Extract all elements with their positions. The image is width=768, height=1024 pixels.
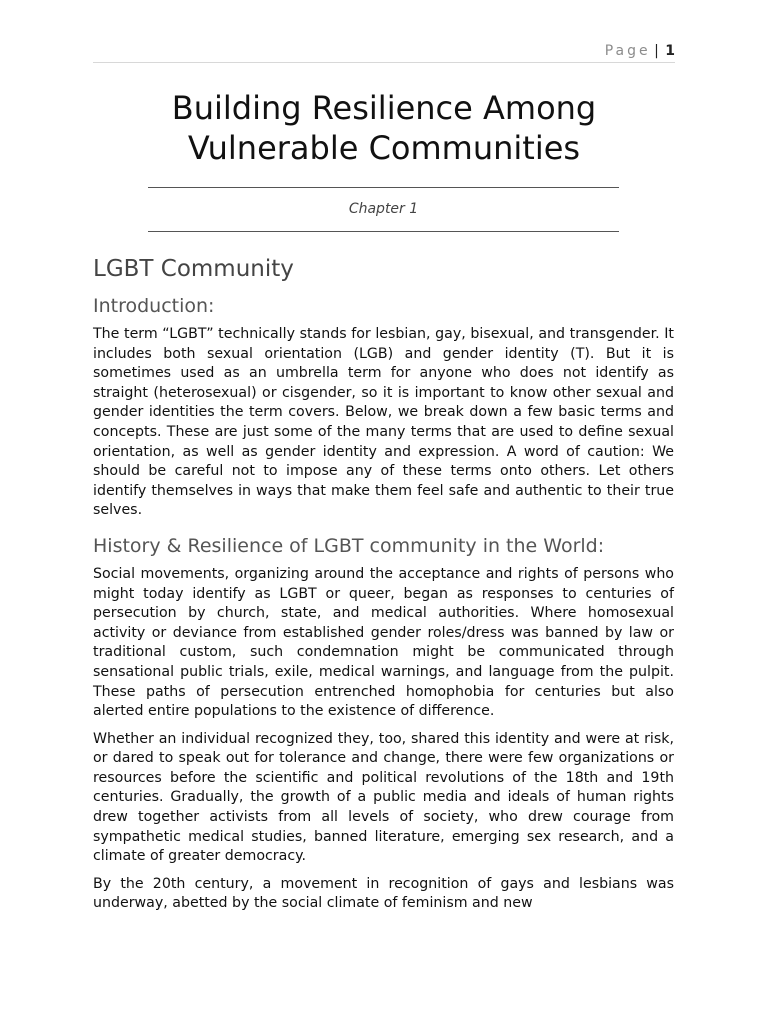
section-heading-lgbt-community: LGBT Community (93, 256, 294, 282)
history-paragraph: By the 20th century, a movement in recognition of gays and lesbians was underway, abetted by the social climate of feminism and new (93, 875, 674, 912)
page-header (93, 42, 675, 63)
subsection-heading-history: History & Resilience of LGBT community in the World: (93, 534, 605, 557)
document-title-line-1: Building Resilience Among (171, 89, 597, 127)
page-separator: | (654, 43, 659, 59)
document-body (93, 253, 674, 922)
subsection-heading-introduction: Introduction: (93, 295, 215, 317)
document-title (93, 88, 675, 168)
page-number: 1 (665, 43, 675, 59)
history-paragraph: Social movements, organizing around the acceptance and rights of persons who might today identify as LGBT or queer, began as responses to centuries of persecution by church, state, and medical authorities. Where homosexual activity or deviance from established gender roles/dress was banned by law or traditional custom, such condemnation might be communicated through sensational public trials, exile, medical warnings, and language from the pulpit. These paths of persecution entrenched homophobia for centuries but also alerted entire populations to the existence of difference. (93, 565, 674, 720)
history-paragraph: Whether an individual recognized they, too, shared this identity and were at risk, or dared to speak out for tolerance and change, there were few organizations or resources before the scientific and political revolutions of the 18th and 19th centuries. Gradually, the growth of a public media and ideals of human rights drew together activists from all levels of society, who drew courage from sympathetic medical studies, banned literature, emerging sex research, and a climate of greater democracy. (93, 730, 674, 865)
page-label: Page (604, 43, 651, 59)
intro-paragraph: The term “LGBT” technically stands for lesbian, gay, bisexual, and transgender. It includes both sexual orientation (LGB) and gender identity (T). But it is sometimes used as an umbrella term for anyone who does not identify as straight (heterosexual) or cisgender, so it is important to know other sexual and gender identities the term covers. Below, we break down a few basic terms and concepts. These are just some of the many terms that are used to define sexual orientation, as well as gender identity and expression. A word of caution: We should be careful not to impose any of these terms onto others. Let others identify themselves in ways that make them feel safe and authentic to their true selves. (93, 326, 674, 519)
document-title-line-2: Vulnerable Communities (187, 129, 581, 167)
chapter-label: Chapter 1 (148, 187, 619, 232)
